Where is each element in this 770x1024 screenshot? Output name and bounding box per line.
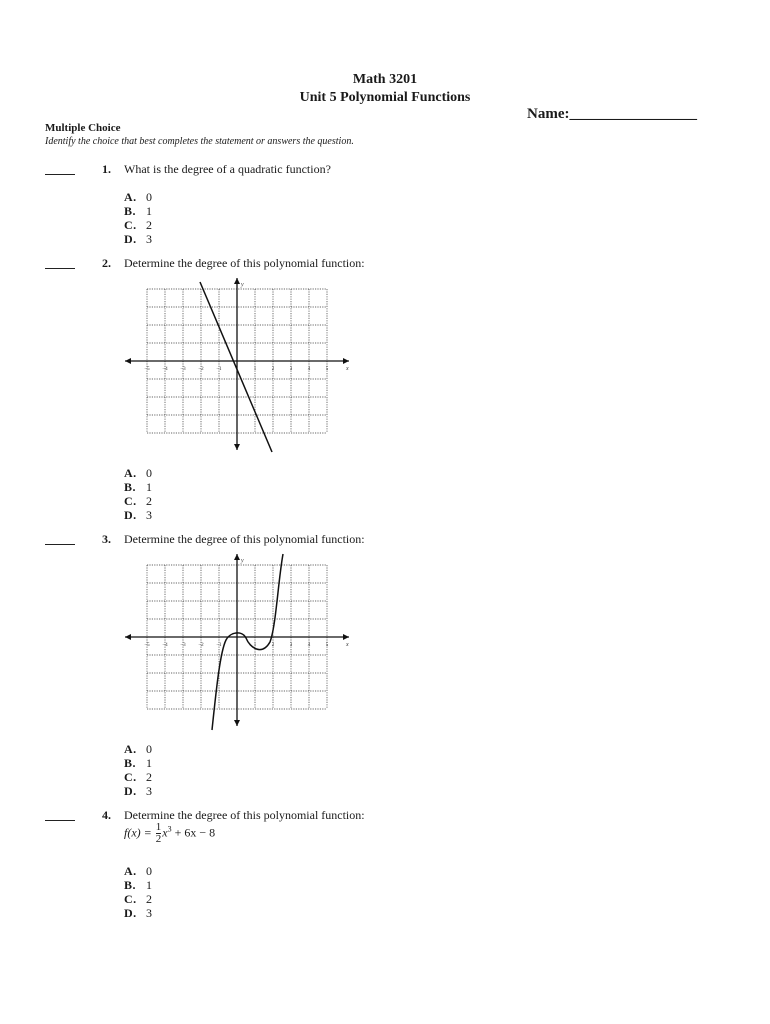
option-list bbox=[124, 742, 152, 798]
answer-blank-4[interactable] bbox=[45, 808, 75, 821]
option-list bbox=[124, 466, 152, 522]
x-tick-label: 3 bbox=[289, 367, 293, 372]
x-tick-label: −1 bbox=[216, 643, 222, 648]
x-tick-label: 4 bbox=[307, 367, 311, 372]
linear-curve bbox=[200, 282, 272, 452]
x-tick-label: 5 bbox=[325, 367, 329, 372]
x-tick-label: 5 bbox=[325, 643, 329, 648]
answer-blank-2[interactable] bbox=[45, 256, 75, 269]
x-tick-label: −5 bbox=[144, 367, 150, 372]
graph-grid bbox=[125, 278, 349, 450]
unit-title: Unit 5 Polynomial Functions bbox=[299, 90, 471, 105]
option-b: B. 1 bbox=[124, 204, 152, 218]
question-number: 1. bbox=[102, 162, 111, 176]
option-a: A. 0 bbox=[124, 466, 152, 480]
question-number: 4. bbox=[102, 808, 111, 822]
x-tick-label: 4 bbox=[307, 643, 311, 648]
question-text: Determine the degree of this polynomial function: bbox=[124, 532, 365, 546]
x-tick-label: −4 bbox=[162, 367, 168, 372]
question-number: 3. bbox=[102, 532, 111, 546]
question-text: What is the degree of a quadratic function? bbox=[124, 162, 331, 176]
x-tick-label: 3 bbox=[289, 643, 293, 648]
option-d: D. 3 bbox=[124, 784, 152, 798]
question-number: 2. bbox=[102, 256, 111, 270]
x-tick-label: 1 bbox=[253, 367, 257, 372]
option-b: B. 1 bbox=[124, 756, 152, 770]
option-d: D. 3 bbox=[124, 508, 152, 522]
cubic-curve bbox=[212, 554, 283, 730]
x-tick-label: 2 bbox=[271, 643, 275, 648]
question-text: Determine the degree of this polynomial function: bbox=[124, 256, 365, 270]
option-b: B. 1 bbox=[124, 878, 152, 892]
polynomial-formula: f(x) = $\frac{1}{2}$ $x^3 + 6x - 8$ bbox=[124, 821, 216, 845]
x-axis-label: x bbox=[346, 642, 349, 648]
x-tick-label: −1 bbox=[216, 367, 222, 372]
option-c: C. 2 bbox=[124, 892, 152, 906]
answer-blank-3[interactable] bbox=[45, 532, 75, 545]
option-b: B. 1 bbox=[124, 480, 152, 494]
section-title: Multiple Choice bbox=[45, 122, 121, 134]
option-d: D. 3 bbox=[124, 232, 152, 246]
option-d: D. 3 bbox=[124, 906, 152, 920]
x-axis-label: x bbox=[346, 366, 349, 372]
option-a: A. 0 bbox=[124, 190, 152, 204]
x-tick-label: −3 bbox=[180, 643, 186, 648]
name-field-label[interactable]: Name:_________________ bbox=[527, 106, 697, 122]
graph-grid bbox=[125, 554, 349, 726]
option-a: A. 0 bbox=[124, 742, 152, 756]
option-c: C. 2 bbox=[124, 770, 152, 784]
answer-blank-1[interactable] bbox=[45, 162, 75, 175]
option-a: A. 0 bbox=[124, 864, 152, 878]
graph-cubic bbox=[120, 552, 360, 732]
x-tick-label: −2 bbox=[198, 367, 204, 372]
x-tick-label: −2 bbox=[198, 643, 204, 648]
section-instructions: Identify the choice that best completes the statement or answers the question. bbox=[45, 136, 354, 147]
question-text: Determine the degree of this polynomial function: bbox=[124, 808, 365, 822]
graph-linear bbox=[120, 276, 360, 456]
x-tick-label: 2 bbox=[271, 367, 275, 372]
x-tick-label: −3 bbox=[180, 367, 186, 372]
x-tick-label: −5 bbox=[144, 643, 150, 648]
x-tick-label: 1 bbox=[253, 643, 257, 648]
option-c: C. 2 bbox=[124, 218, 152, 232]
course-title: Math 3201 bbox=[352, 72, 418, 87]
option-list bbox=[124, 190, 152, 246]
option-c: C. 2 bbox=[124, 494, 152, 508]
y-axis-label: y bbox=[241, 282, 244, 288]
option-list bbox=[124, 864, 152, 920]
x-tick-label: −4 bbox=[162, 643, 168, 648]
y-axis-label: y bbox=[241, 558, 244, 564]
